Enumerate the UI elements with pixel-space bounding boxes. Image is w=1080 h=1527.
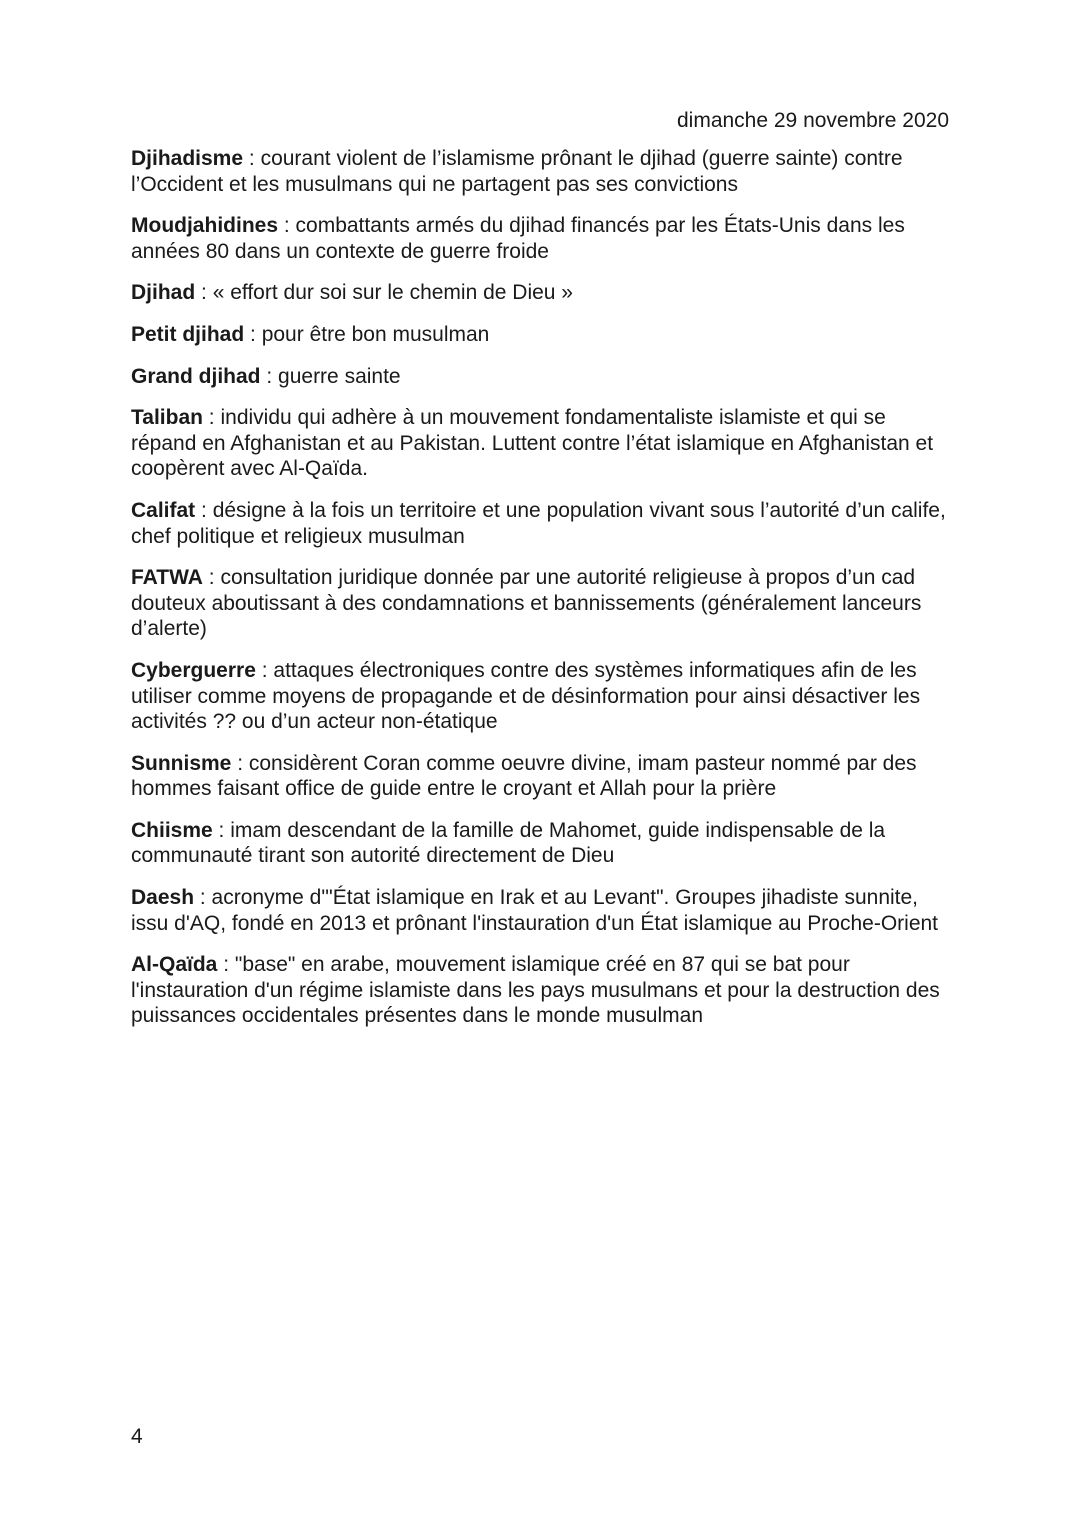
glossary-definition: pour être bon musulman <box>261 322 490 346</box>
document-date: dimanche 29 novembre 2020 <box>676 109 949 132</box>
glossary-term: FATWA <box>131 566 203 590</box>
glossary-definition: guerre sainte <box>278 364 401 388</box>
glossary-list <box>131 146 956 1045</box>
glossary-entry <box>131 364 956 390</box>
page-number: 4 <box>131 1425 143 1448</box>
glossary-term: Petit djihad <box>131 322 245 346</box>
glossary-term: Sunnisme <box>131 751 232 775</box>
glossary-term: Djihadisme <box>131 147 244 170</box>
glossary-term: Daesh <box>131 886 195 910</box>
glossary-term: Taliban <box>131 406 203 430</box>
glossary-definition: « effort dur soi sur le chemin de Dieu » <box>212 281 573 305</box>
glossary-definition: attaques électroniques contre des systèmes informatiques afin de les utiliser comme moyens de propagande et de désinformation pour ainsi désactiver les activités ?? ou d’un acteur non-étatique <box>131 658 921 734</box>
glossary-definition: combattants armés du djihad financés par les États-Unis dans les années 80 dans un contexte de guerre froide <box>131 214 905 263</box>
glossary-entry <box>131 280 956 306</box>
glossary-term: Djihad <box>131 281 196 305</box>
term-separator: : <box>195 498 213 522</box>
term-separator: : <box>244 322 262 346</box>
glossary-entry <box>131 146 956 197</box>
glossary-entry <box>131 751 956 802</box>
glossary-definition: courant violent de l’islamisme prônant le djihad (guerre sainte) contre l’Occident et les musulmans qui ne partagent pas ses convictions <box>131 147 903 196</box>
term-separator: : <box>202 406 221 430</box>
glossary-entry <box>131 818 956 869</box>
glossary-entry <box>131 952 956 1029</box>
glossary-entry <box>131 498 956 549</box>
glossary-entry <box>131 405 956 482</box>
glossary-entry <box>131 322 956 348</box>
term-separator: : <box>278 214 296 238</box>
glossary-definition: désigne à la fois un territoire et une population vivant sous l’autorité d’un calife, chef politique et religieux musulman <box>131 498 946 548</box>
term-separator: : <box>195 281 213 305</box>
glossary-entry <box>131 565 956 642</box>
glossary-term: Grand djihad <box>131 364 261 388</box>
glossary-definition: considèrent Coran comme oeuvre divine, imam pasteur nommé par des hommes faisant office de guide entre le croyant et Allah pour la prière <box>131 751 917 801</box>
glossary-entry <box>131 213 956 264</box>
glossary-term: Al-Qaïda <box>131 953 218 977</box>
glossary-term: Moudjahidines <box>131 214 278 238</box>
glossary-definition: consultation juridique donnée par une autorité religieuse à propos d’un cad douteux aboutissant à des condamnations et bannissements (généralement lanceurs d’alerte) <box>131 566 922 641</box>
glossary-definition: "base" en arabe, mouvement islamique créé en 87 qui se bat pour l'instauration d'un régime islamiste dans les pays musulmans et pour la destruction des puissances occidentales présentes dans le monde musulman <box>131 953 940 1028</box>
glossary-definition: imam descendant de la famille de Mahomet, guide indispensable de la communauté tirant son autorité directement de Dieu <box>131 818 886 868</box>
glossary-entry <box>131 885 956 936</box>
term-separator: : <box>217 953 235 977</box>
term-separator: : <box>260 364 279 388</box>
term-separator: : <box>194 886 212 910</box>
term-separator: : <box>202 566 221 590</box>
glossary-term: Cyberguerre <box>131 658 256 682</box>
term-separator: : <box>255 658 274 682</box>
glossary-entry <box>131 658 956 735</box>
glossary-term: Califat <box>131 498 196 522</box>
glossary-definition: individu qui adhère à un mouvement fondamentaliste islamiste et qui se répand en Afghanistan et au Pakistan. Luttent contre l’état islamique en Afghanistan et coopèrent avec Al-Qaïda. <box>131 406 934 481</box>
glossary-definition: acronyme d'"État islamique en Irak et au Levant". Groupes jihadiste sunnite, issu d'AQ, fondé en 2013 et prônant l'instauration d'un État islamique au Proche-Orient <box>131 886 939 935</box>
term-separator: : <box>243 147 261 170</box>
term-separator: : <box>212 818 231 842</box>
glossary-term: Chiisme <box>131 818 213 842</box>
term-separator: : <box>231 751 249 775</box>
